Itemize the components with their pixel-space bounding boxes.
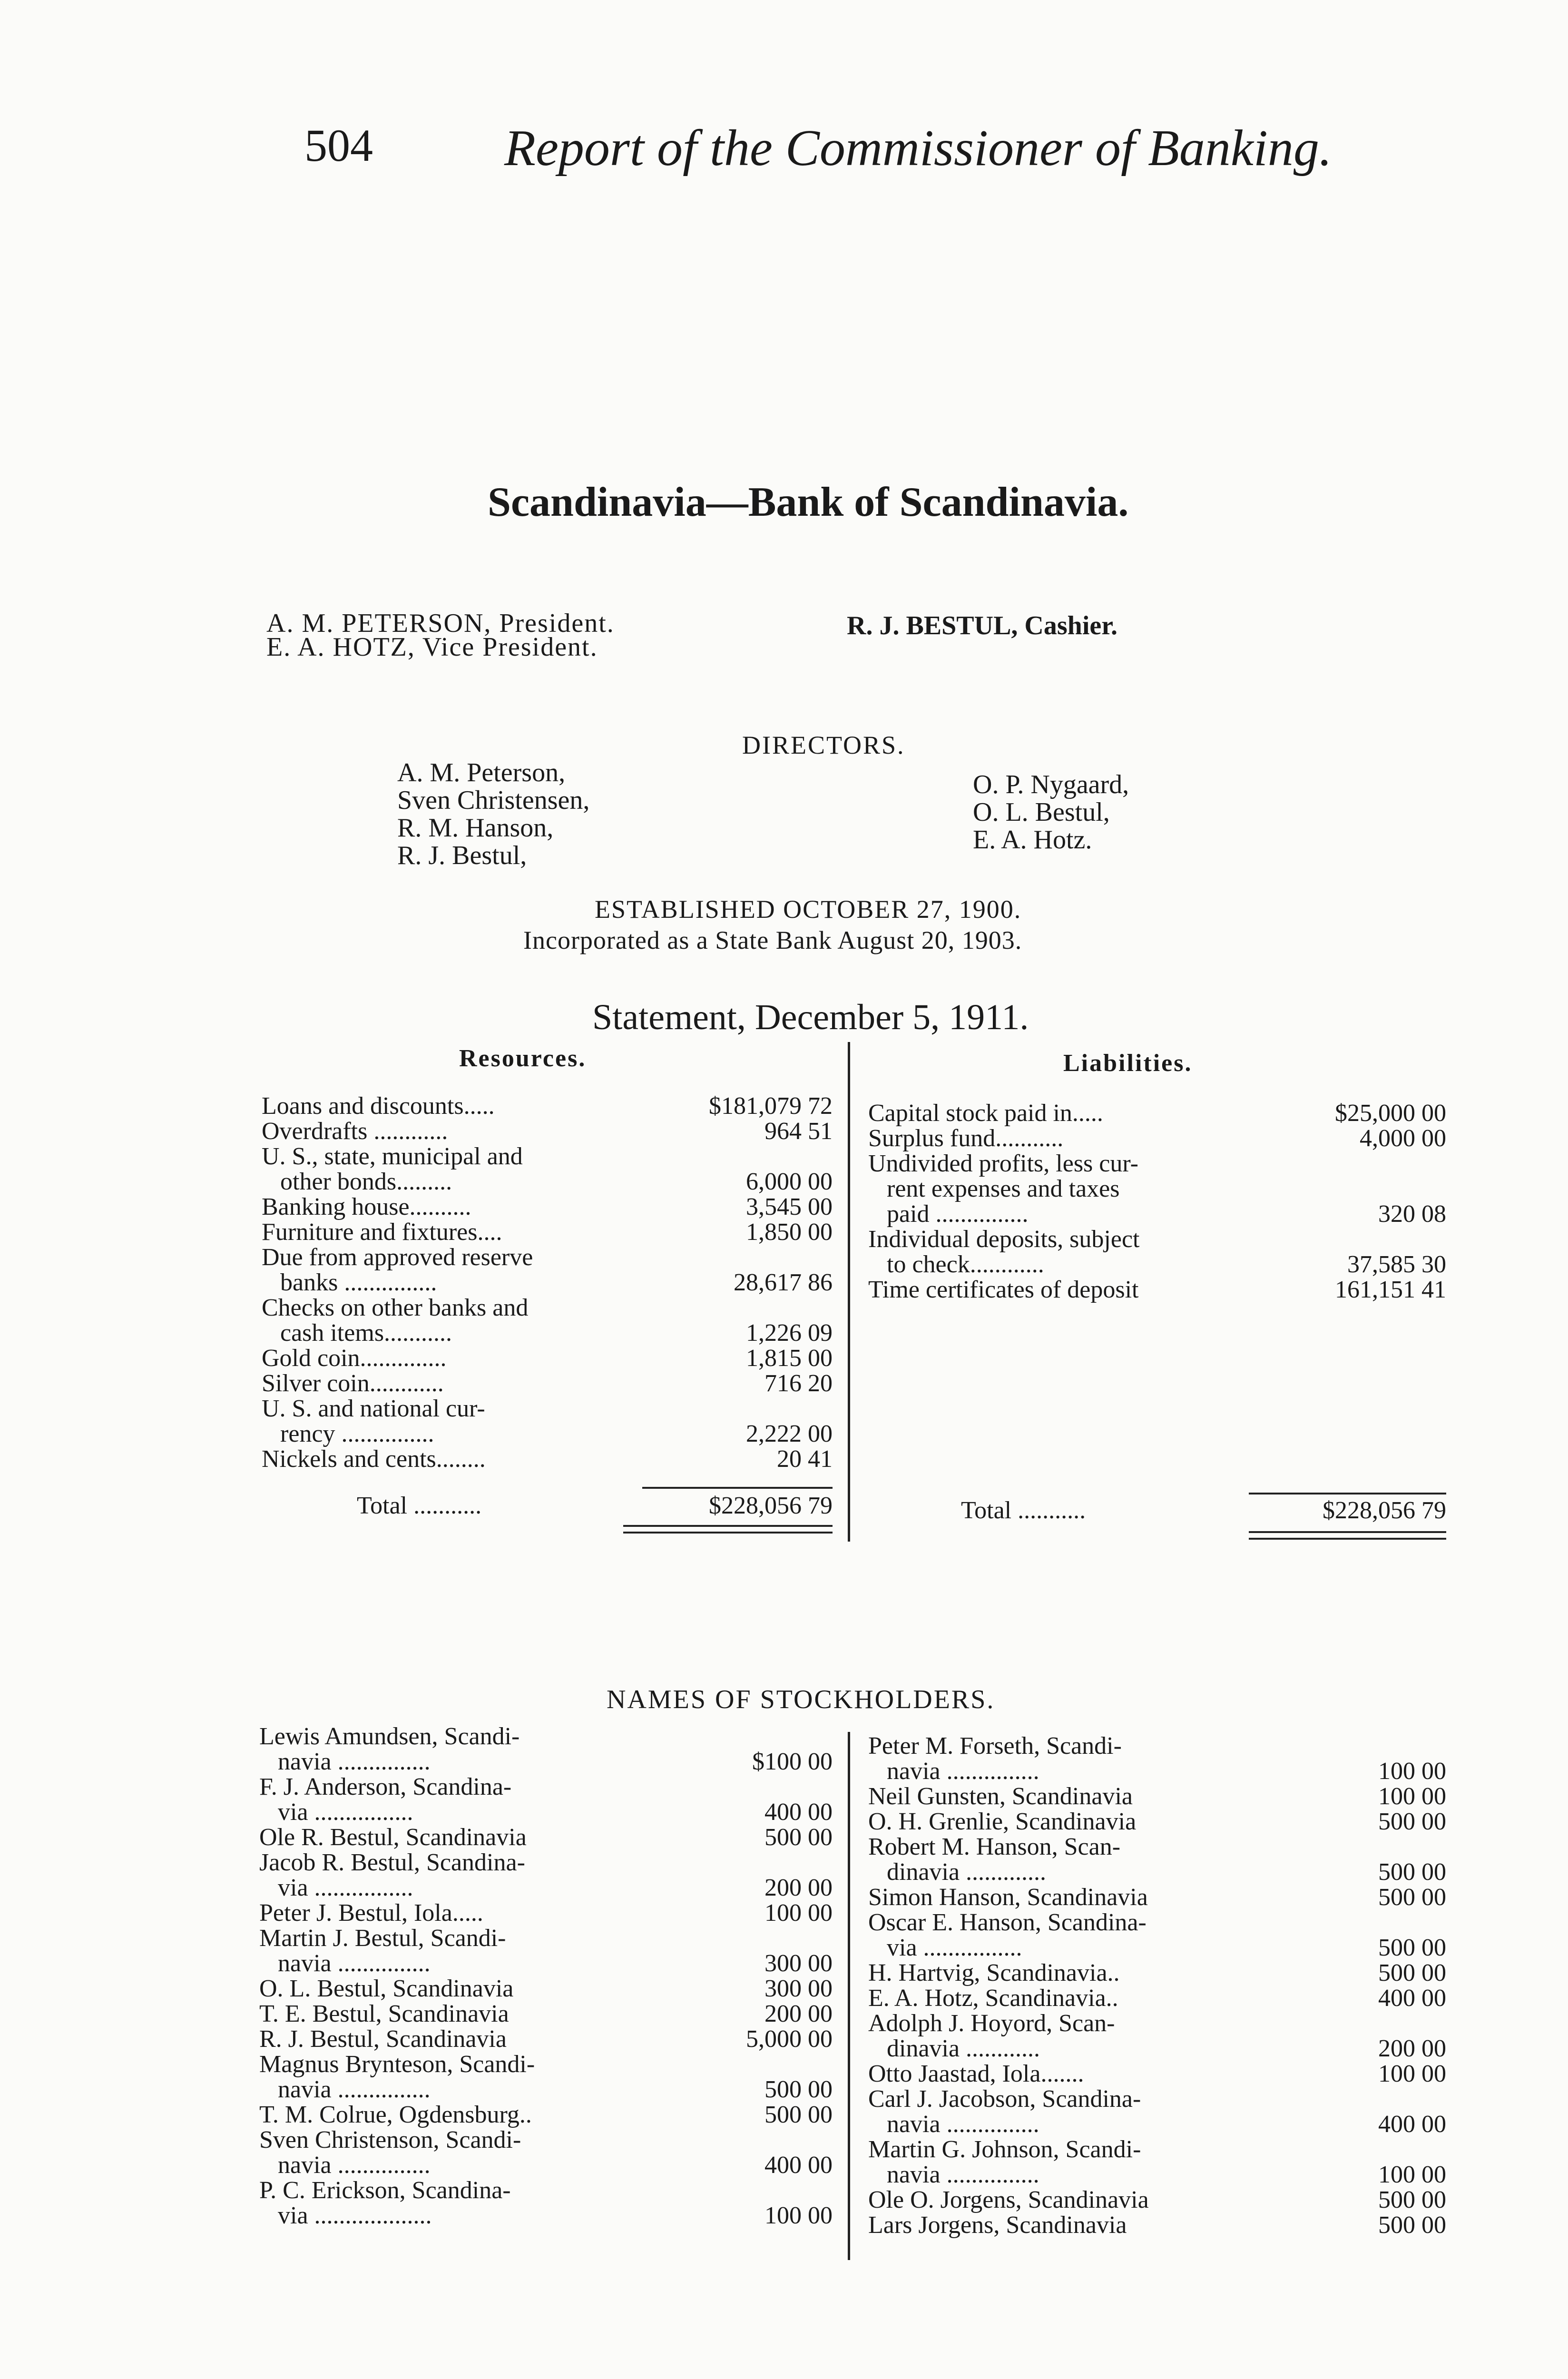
liability-row-label: Individual deposits, subject — [868, 1226, 1140, 1253]
stockholder-row-amount: 100 00 — [764, 2202, 833, 2229]
vice-president: E. A. HOTZ, Vice President. — [266, 632, 598, 662]
stockholder-row-amount: 500 00 — [764, 2101, 833, 2128]
director: Sven Christensen, — [397, 786, 590, 815]
stockholder-row-label: Lars Jorgens, Scandinavia — [868, 2212, 1127, 2239]
stockholder-row-amount: 300 00 — [764, 1950, 833, 1977]
stockholder-row-label: Martin J. Bestul, Scandi- — [259, 1925, 506, 1952]
stockholder-row-label: navia ............... — [259, 2076, 431, 2103]
stockholder-row-amount: 200 00 — [1378, 2035, 1446, 2062]
liabilities-total: $228,056 79 — [1323, 1497, 1446, 1524]
resource-row-amount: $181,079 72 — [709, 1092, 833, 1120]
liabilities-total-row — [961, 1499, 1086, 1523]
stockholder-row-label: navia ............... — [868, 1758, 1039, 1785]
resources-total-label: Total ........... — [357, 1492, 482, 1519]
stockholder-row-label: F. J. Anderson, Scandina- — [259, 1773, 512, 1800]
resource-row-amount: 1,815 00 — [746, 1345, 833, 1372]
resource-row-amount: 2,222 00 — [746, 1420, 833, 1447]
liability-row-amount: 320 08 — [1378, 1200, 1446, 1228]
liabilities-total-label: Total ........... — [961, 1497, 1086, 1524]
resource-row-amount: 3,545 00 — [746, 1193, 833, 1220]
stockholder-row-amount: 100 00 — [1378, 2060, 1446, 2087]
stockholder-row-label: T. E. Bestul, Scandinavia — [259, 2000, 509, 2027]
stockholder-row-amount: 500 00 — [1378, 2212, 1446, 2239]
resource-row-label: Furniture and fixtures.... — [262, 1219, 502, 1246]
director: O. P. Nygaard, — [973, 770, 1129, 799]
resource-row-label: Checks on other banks and — [262, 1294, 529, 1321]
stockholder-row-label: Peter J. Bestul, Iola..... — [259, 1899, 483, 1927]
resource-row-label: U. S., state, municipal and — [262, 1143, 523, 1170]
stockholder-row-amount: 400 00 — [764, 2152, 833, 2179]
director: R. M. Hanson, — [397, 813, 554, 843]
resource-row-label: other bonds......... — [262, 1168, 452, 1195]
stockholder-row-label: Ole O. Jorgens, Scandinavia — [868, 2186, 1149, 2213]
resource-row-label: Overdrafts ............ — [262, 1118, 448, 1145]
stockholder-row-label: Sven Christenson, Scandi- — [259, 2126, 521, 2153]
stockholder-row-label: via ................... — [259, 2202, 432, 2229]
resource-row-label: U. S. and national cur- — [262, 1395, 485, 1422]
resource-row-amount: 1,226 09 — [746, 1319, 833, 1347]
liability-row-label: Surplus fund........... — [868, 1125, 1064, 1152]
liability-row-label: rent expenses and taxes — [868, 1175, 1120, 1202]
resource-row-label: Loans and discounts..... — [262, 1092, 495, 1120]
resource-row-label: Gold coin.............. — [262, 1345, 447, 1372]
stockholder-row-amount: 400 00 — [764, 1799, 833, 1826]
stockholder-row-amount: 500 00 — [764, 2076, 833, 2103]
director: A. M. Peterson, — [397, 758, 566, 787]
stockholder-row-amount: 500 00 — [1378, 2186, 1446, 2213]
director: O. L. Bestul, — [973, 797, 1110, 827]
cashier: R. J. BESTUL, Cashier. — [847, 611, 1117, 640]
incorporated-line: Incorporated as a State Bank August 20, 1903. — [523, 926, 1022, 954]
stockholder-row-label: Simon Hanson, Scandinavia — [868, 1884, 1148, 1911]
stockholder-row-amount: 500 00 — [1378, 1934, 1446, 1961]
stockholder-row-label: Ole R. Bestul, Scandinavia — [259, 1824, 527, 1851]
liability-row-amount: 4,000 00 — [1360, 1125, 1446, 1152]
stockholder-row-amount: 200 00 — [764, 1874, 833, 1901]
stockholder-row-label: dinavia ............. — [868, 1858, 1047, 1886]
stockholder-row-label: navia ............... — [259, 1748, 431, 1775]
stockholder-row-label: T. M. Colrue, Ogdensburg.. — [259, 2101, 532, 2128]
resource-row-label: Banking house.......... — [262, 1193, 471, 1220]
directors-heading: DIRECTORS. — [742, 731, 905, 759]
resource-row-label: rency ............... — [262, 1420, 434, 1447]
liability-row-label: paid ............... — [868, 1200, 1029, 1228]
president: A. M. PETERSON, President. — [266, 609, 615, 638]
stockholder-row-amount: 500 00 — [1378, 1959, 1446, 1986]
stockholder-row-label: Neil Gunsten, Scandinavia — [868, 1783, 1133, 1810]
stockholder-row-label: navia ............... — [259, 2152, 431, 2179]
resource-row-label: cash items........... — [262, 1319, 452, 1347]
resources-total-rule — [642, 1487, 833, 1489]
stockholder-row-label: R. J. Bestul, Scandinavia — [259, 2025, 507, 2053]
stockholder-row-amount: 100 00 — [1378, 1783, 1446, 1810]
bank-title: Scandinavia—Bank of Scandinavia. — [488, 479, 1129, 525]
liabilities-total-rule — [1249, 1493, 1446, 1494]
resource-row-label: Due from approved reserve — [262, 1244, 533, 1271]
resources-heading: Resources. — [459, 1045, 587, 1072]
stockholder-row-amount: 500 00 — [1378, 1808, 1446, 1835]
liability-row-label: to check............ — [868, 1251, 1044, 1278]
stockholder-row-label: Lewis Amundsen, Scandi- — [259, 1723, 520, 1750]
officers-left — [266, 609, 615, 662]
resource-row-amount: 716 20 — [764, 1370, 833, 1397]
stockholder-row-label: via ................ — [259, 1874, 413, 1901]
statement-divider — [848, 1042, 850, 1542]
resource-row-label: banks ............... — [262, 1269, 437, 1296]
liability-row-label: Time certificates of deposit — [868, 1276, 1139, 1303]
stockholder-row-label: Otto Jaastad, Iola....... — [868, 2060, 1084, 2087]
directors-left — [397, 759, 589, 869]
stockholder-row-amount: 500 00 — [764, 1824, 833, 1851]
stockholder-row-label: Oscar E. Hanson, Scandina- — [868, 1909, 1147, 1936]
liability-row-label: Undivided profits, less cur- — [868, 1150, 1138, 1177]
stockholder-row-label: O. H. Grenlie, Scandinavia — [868, 1808, 1137, 1835]
resources-double-rule — [623, 1525, 833, 1534]
stockholder-row-label: Martin G. Johnson, Scandi- — [868, 2136, 1141, 2163]
directors-right — [973, 771, 1129, 854]
stockholder-row-amount: 400 00 — [1378, 1985, 1446, 2012]
resources-total: $228,056 79 — [709, 1492, 833, 1519]
stockholder-row-label: Adolph J. Hoyord, Scan- — [868, 2010, 1115, 2037]
stockholder-row-label: navia ............... — [259, 1950, 431, 1977]
stockholder-row-amount: 200 00 — [764, 2000, 833, 2027]
stockholder-row-label: E. A. Hotz, Scandinavia.. — [868, 1985, 1118, 2012]
stockholder-row-label: Robert M. Hanson, Scan- — [868, 1833, 1121, 1860]
statement-title: Statement, December 5, 1911. — [592, 997, 1029, 1037]
stockholder-row-label: navia ............... — [868, 2111, 1039, 2138]
stockholder-row-label: Peter M. Forseth, Scandi- — [868, 1732, 1122, 1760]
stockholder-row-label: Carl J. Jacobson, Scandina- — [868, 2085, 1141, 2113]
resource-row-label: Silver coin............ — [262, 1370, 444, 1397]
director: R. J. Bestul, — [397, 841, 527, 870]
liability-row-amount: 37,585 30 — [1347, 1251, 1446, 1278]
liabilities-heading: Liabilities. — [1063, 1050, 1193, 1077]
stockholder-row-amount: 100 00 — [1378, 2161, 1446, 2188]
liability-row-amount: $25,000 00 — [1335, 1100, 1446, 1127]
stockholder-row-label: Jacob R. Bestul, Scandina- — [259, 1849, 525, 1876]
stockholder-row-amount: 5,000 00 — [746, 2025, 833, 2053]
director: E. A. Hotz. — [973, 825, 1092, 855]
stockholder-row-label: Magnus Brynteson, Scandi- — [259, 2051, 535, 2078]
stockholder-row-label: via ................ — [868, 1934, 1022, 1961]
stockholder-row-amount: 100 00 — [764, 1899, 833, 1927]
stockholder-row-label: P. C. Erickson, Scandina- — [259, 2177, 511, 2204]
page-number: 504 — [304, 120, 373, 171]
resource-row-amount: 964 51 — [764, 1118, 833, 1145]
liabilities-double-rule — [1249, 1531, 1446, 1540]
stockholders-heading: NAMES OF STOCKHOLDERS. — [607, 1685, 995, 1714]
stockholder-row-amount: 300 00 — [764, 1975, 833, 2002]
running-title: Report of the Commissioner of Banking. — [504, 120, 1332, 177]
stockholder-row-label: dinavia ............ — [868, 2035, 1040, 2062]
stockholder-row-label: navia ............... — [868, 2161, 1039, 2188]
stockholder-row-label: O. L. Bestul, Scandinavia — [259, 1975, 514, 2002]
stockholder-row-amount: 500 00 — [1378, 1858, 1446, 1886]
resources-total-row — [357, 1494, 481, 1518]
stockholder-row-amount: 500 00 — [1378, 1884, 1446, 1911]
resource-row-amount: 28,617 86 — [734, 1269, 833, 1296]
stockholders-divider — [848, 1732, 850, 2260]
stockholder-row-amount: 100 00 — [1378, 1758, 1446, 1785]
resource-row-amount: 20 41 — [777, 1445, 833, 1473]
resource-row-label: Nickels and cents........ — [262, 1445, 486, 1473]
liability-row-label: Capital stock paid in..... — [868, 1100, 1103, 1127]
liability-row-amount: 161,151 41 — [1335, 1276, 1446, 1303]
stockholder-row-label: H. Hartvig, Scandinavia.. — [868, 1959, 1120, 1986]
resource-row-amount: 6,000 00 — [746, 1168, 833, 1195]
stockholder-row-amount: $100 00 — [752, 1748, 833, 1775]
established-line: ESTABLISHED OCTOBER 27, 1900. — [595, 895, 1022, 924]
stockholder-row-label: via ................ — [259, 1799, 413, 1826]
stockholder-row-amount: 400 00 — [1378, 2111, 1446, 2138]
resource-row-amount: 1,850 00 — [746, 1219, 833, 1246]
